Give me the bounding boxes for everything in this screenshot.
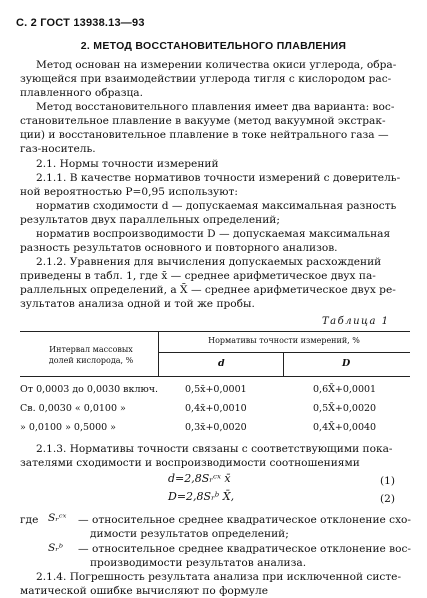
- table-col-header-d: d: [218, 358, 225, 369]
- text-line: 2.1.1. В качестве нормативов точности измерений с доверитель-: [36, 172, 401, 184]
- table-rule-head: [20, 376, 410, 377]
- text-line: 2.1.4. Погрешность результата анализа при исключенной систе-: [36, 571, 402, 583]
- section-title: 2. МЕТОД ВОССТАНОВИТЕЛЬНОГО ПЛАВЛЕНИЯ: [80, 40, 347, 52]
- def-symbol: Sᵣᶜˣ: [48, 512, 67, 524]
- text-line: приведены в табл. 1, где x̄ — среднее арифметическое двух па-: [20, 270, 376, 282]
- def-text: димости результатов определений;: [90, 528, 289, 540]
- page-header: С. 2 ГОСТ 13938.13—93: [16, 17, 145, 29]
- table-caption: Таблица 1: [322, 316, 390, 327]
- text-line: ции) и восстановительное плавление в токе нейтрального газа —: [20, 129, 389, 141]
- table-cell-interval: » 0,0100 » 0,5000 »: [20, 422, 116, 433]
- text-line: плавленного образца.: [20, 87, 143, 99]
- def-prefix: где: [20, 514, 39, 526]
- text-line: разность результатов основного и повторного анализов.: [20, 242, 338, 254]
- text-line: 2.1.3. Нормативы точности связаны с соответствующими пока-: [36, 443, 393, 455]
- text-line: газ-носитель.: [20, 143, 96, 155]
- table-cell-d: 0,5x̄+0,0001: [185, 384, 247, 395]
- table-group-header: Нормативы точности измерений, %: [208, 336, 360, 345]
- equation-2: D=2,8Sᵣᵇ X̄,: [168, 490, 235, 503]
- text-line: Метод основан на измерении количества окиси углерода, обра-: [36, 59, 397, 71]
- text-line: зующейся при взаимодействии углерода тигля с кислородом рас-: [20, 73, 392, 85]
- table-cell-interval: От 0,0003 до 0,0030 включ.: [20, 384, 159, 395]
- table-col-header-D: D: [342, 358, 351, 369]
- text-line: норматив воспроизводимости D — допускаемая максимальная: [36, 228, 391, 240]
- table-cell-D: 0,6X̄+0,0001: [313, 384, 377, 395]
- def-text: — относительное среднее квадратическое отклонение вос-: [78, 543, 412, 555]
- text-line: 2.1.2. Уравнения для вычисления допускаемых расхождений: [36, 256, 382, 268]
- table-cell-d: 0,3x̄+0,0020: [185, 422, 247, 433]
- text-line: становительное плавление в вакууме (метод вакуумной экстрак-: [20, 115, 386, 127]
- text-line: результатов двух параллельных определений;: [20, 214, 280, 226]
- text-line: зультатов анализа одной и той же пробы.: [20, 298, 255, 310]
- text-line: зателями сходимости и воспроизводимости соотношениями: [20, 457, 360, 469]
- subsection-heading: 2.1. Нормы точности измерений: [36, 158, 219, 170]
- table-rule-top: [20, 331, 410, 332]
- equation-1: d=2,8Sᵣᶜˣ x̄: [168, 472, 231, 485]
- text-line: ной вероятностью P=0,95 используют:: [20, 186, 238, 198]
- def-text: — относительное среднее квадратическое отклонение схо-: [78, 514, 412, 526]
- def-symbol: Sᵣᵇ: [48, 542, 64, 554]
- table-col-header-interval: Интервал массовых долей кислорода, %: [48, 345, 134, 365]
- table-cell-interval: Св. 0,0030 « 0,0100 »: [20, 403, 126, 414]
- text-line: раллельных определений, а X̄ — среднее арифметическое двух ре-: [20, 284, 396, 296]
- text-line: Метод восстановительного плавления имеет два варианта: вос-: [36, 101, 395, 113]
- table-cell-D: 0,4X̄+0,0040: [313, 422, 377, 433]
- table-cell-d: 0,4x̄+0,0010: [185, 403, 247, 414]
- def-text: производимости результатов анализа.: [90, 557, 307, 569]
- table-divider: [158, 331, 159, 376]
- table-divider: [283, 352, 284, 376]
- table-cell-D: 0,5X̄+0,0020: [313, 403, 377, 414]
- text-line: норматив сходимости d — допускаемая максимальная разность: [36, 200, 397, 212]
- equation-number-2: (2): [380, 493, 396, 505]
- text-line: матической ошибке вычисляют по формуле: [20, 585, 269, 597]
- table-rule-mid: [158, 352, 410, 353]
- equation-number-1: (1): [380, 475, 396, 487]
